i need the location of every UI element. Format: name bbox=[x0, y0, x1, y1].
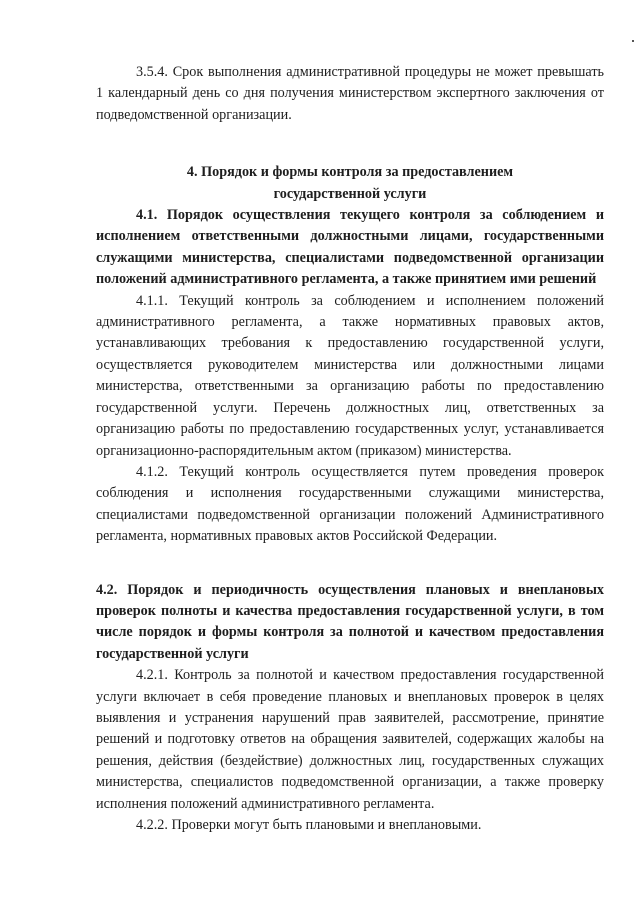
document-page bbox=[96, 62, 604, 836]
paragraph-4-1-2: 4.1.2. Текущий контроль осуществляется путем проведения проверок соблюдения и исполнения государственными служащими министерства, специалистами подведомственной организации положений Административного регламента, нормативных правовых актов Российской Федерации. bbox=[96, 463, 604, 545]
paragraph-4-1-1: 4.1.1. Текущий контроль за соблюдением и исполнением положений административного регламента, а также нормативных правовых актов, устанавливающих требования к предоставлению государственной услуги, осуществляется руководителем министерства или должностными лицами министерства, ответственными за организацию работы по предоставлению государственной услуги. Перечень должностных лиц, ответственных за организацию работы по предоставлению государственных услуг, устанавливается организационно-распорядительным актом (приказом) министерства. bbox=[96, 292, 604, 459]
subsection-4-2-title: 4.2. Порядок и периодичность осуществления плановых и внеплановых проверок полноты и качества предоставления государственной услуги, в том числе порядок и формы контроля за полнотой и качеством предоставления государственной услуги bbox=[96, 581, 604, 662]
scan-mark bbox=[632, 40, 634, 42]
section-4-title: 4. Порядок и формы контроля за предоставлением государственной услуги bbox=[186, 164, 514, 202]
subsection-4-1-title: 4.1. Порядок осуществления текущего контроля за соблюдением и исполнением ответственными должностными лицами, государственными служащими министерства, специалистами подведомственной организации положений административного регламента, а также принятием ими решений bbox=[96, 207, 604, 288]
paragraph-4-2-2: 4.2.2. Проверки могут быть плановыми и внеплановыми. bbox=[136, 817, 482, 833]
paragraph-4-2-1: 4.2.1. Контроль за полнотой и качеством предоставления государственной услуги включает в себя проведение плановых и внеплановых проверок в целях выявления и устранения нарушений прав заявителей, рассмотрение, принятие решений и подготовку ответов на обращения заявителей, содержащих жалобы на решения, действия (бездействие) должностных лиц, государственных служащих министерства, специалистов подведомственной организации, а также проверку исполнения положений административного регламента. bbox=[96, 667, 604, 812]
paragraph-3-5-4: 3.5.4. Срок выполнения административной процедуры не может превышать 1 календарный день со дня получения министерством экспертного заключения от подведомственной организации. bbox=[96, 64, 604, 123]
